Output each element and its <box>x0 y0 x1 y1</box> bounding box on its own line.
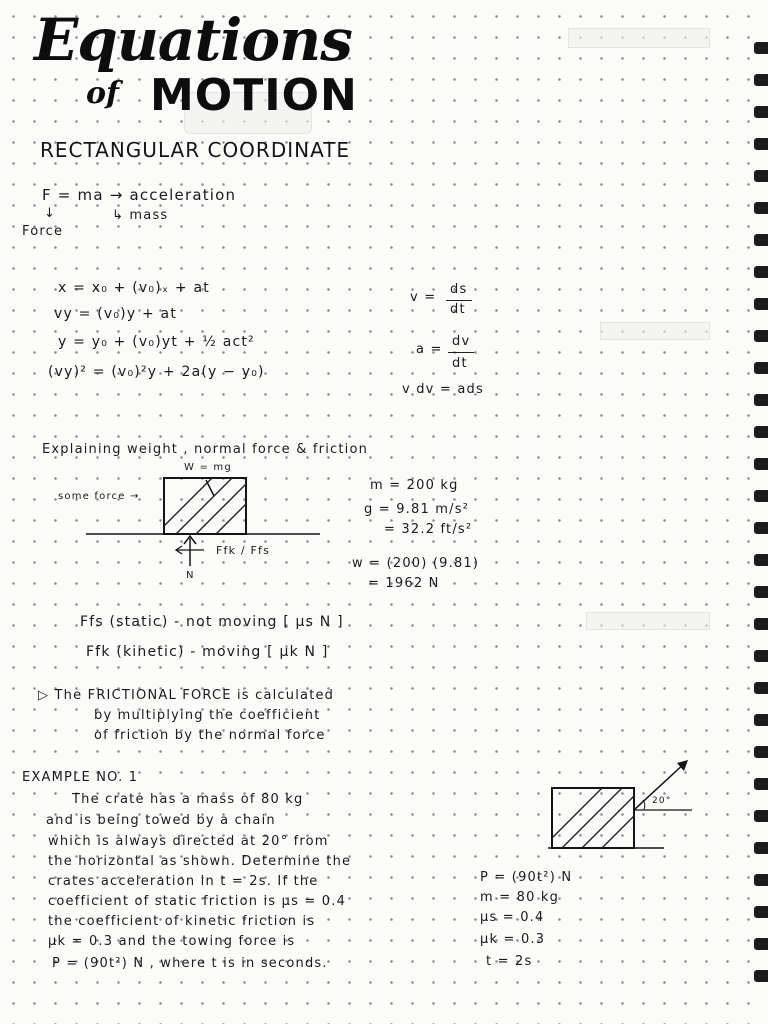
velocity-def-label: v = <box>410 290 437 305</box>
kinematics-line: (vy)² = (v₀)²y + 2a(y − y₀) <box>48 364 265 380</box>
friction-given: g = 9.81 m/s² <box>364 502 470 517</box>
title-motion: MOTION <box>150 70 358 121</box>
kinematics-line: x = x₀ + (v₀)ₓ + at <box>58 280 210 296</box>
bleed-through-box <box>586 612 710 630</box>
weight-label: W = mg <box>184 462 232 473</box>
example-line: P = (90t²) N , where t is in seconds. <box>52 956 328 971</box>
angle-label: 20° <box>652 796 672 806</box>
weight-calc: w = (200) (9.81) <box>352 556 480 571</box>
kinematics-line: y = y₀ + (v₀)yt + ½ act² <box>58 334 255 350</box>
fraction-bar <box>446 300 472 301</box>
example-given: μs = 0.4 <box>480 910 545 925</box>
static-friction-line: Ffs (static) - not moving [ μs N ] <box>80 614 344 630</box>
force-equation: F = ma → acceleration <box>42 186 237 204</box>
velocity-def-num: ds <box>450 282 468 297</box>
friction-note: of friction by the normal force <box>94 728 326 743</box>
weight-calc: = 1962 N <box>368 576 440 591</box>
vdv-equation: v dv = ads <box>402 382 484 397</box>
friction-note: by multiplying the coefficient <box>94 708 321 723</box>
bleed-through-box <box>568 28 710 48</box>
example-given: P = (90t²) N <box>480 870 573 885</box>
example-line: The crate has a mass of 80 kg <box>72 792 304 807</box>
example-line: the coefficient of kinetic friction is <box>48 914 316 929</box>
crate-diagram <box>80 470 340 590</box>
section-heading: RECTANGULAR COORDINATE <box>40 138 351 162</box>
example-line: coefficient of static friction is μs = 0.4 <box>48 894 347 909</box>
down-arrow-icon: ↓ <box>44 206 57 221</box>
kinematics-line: vy = (v₀)y + at <box>54 306 178 322</box>
example-given: μk = 0.3 <box>480 932 546 947</box>
example-line: and is being towed by a chain <box>46 813 276 828</box>
example-given: t = 2s <box>486 954 533 969</box>
kinetic-friction-line: Ffk (kinetic) - moving [ μk N ] <box>86 644 329 660</box>
title-line1: Equations <box>34 6 352 74</box>
normal-force-label: N <box>186 570 195 581</box>
friction-force-label: Ffk / Ffs <box>216 544 270 557</box>
example-line: crates acceleration in t = 2s. If the <box>48 874 319 889</box>
accel-def-label: a = <box>416 342 443 357</box>
fraction-bar <box>448 352 474 353</box>
example-line: the horizontal as shown. Determine the <box>48 854 352 869</box>
towed-crate-diagram <box>536 754 706 864</box>
velocity-def-den: dt <box>450 302 466 317</box>
friction-heading: Explaining weight , normal force & friction <box>42 442 369 457</box>
example-line: μk = 0.3 and the towing force is <box>48 934 296 949</box>
accel-def-den: dt <box>452 356 468 371</box>
friction-given: m = 200 kg <box>370 478 459 493</box>
example-line: which is always directed at 20° from <box>48 834 329 849</box>
some-force-label: some force → <box>58 491 140 502</box>
friction-given: = 32.2 ft/s² <box>384 522 473 537</box>
friction-note: ▷ The FRICTIONAL FORCE is calculated <box>38 688 335 703</box>
example-heading: EXAMPLE NO. 1 <box>22 770 139 785</box>
example-given: m = 80 kg <box>480 890 560 905</box>
force-label: Force <box>22 224 64 239</box>
title-of: of <box>86 76 119 111</box>
mass-label: ↳ mass <box>112 208 169 223</box>
bleed-through-box <box>600 322 710 340</box>
accel-def-num: dv <box>452 334 471 349</box>
